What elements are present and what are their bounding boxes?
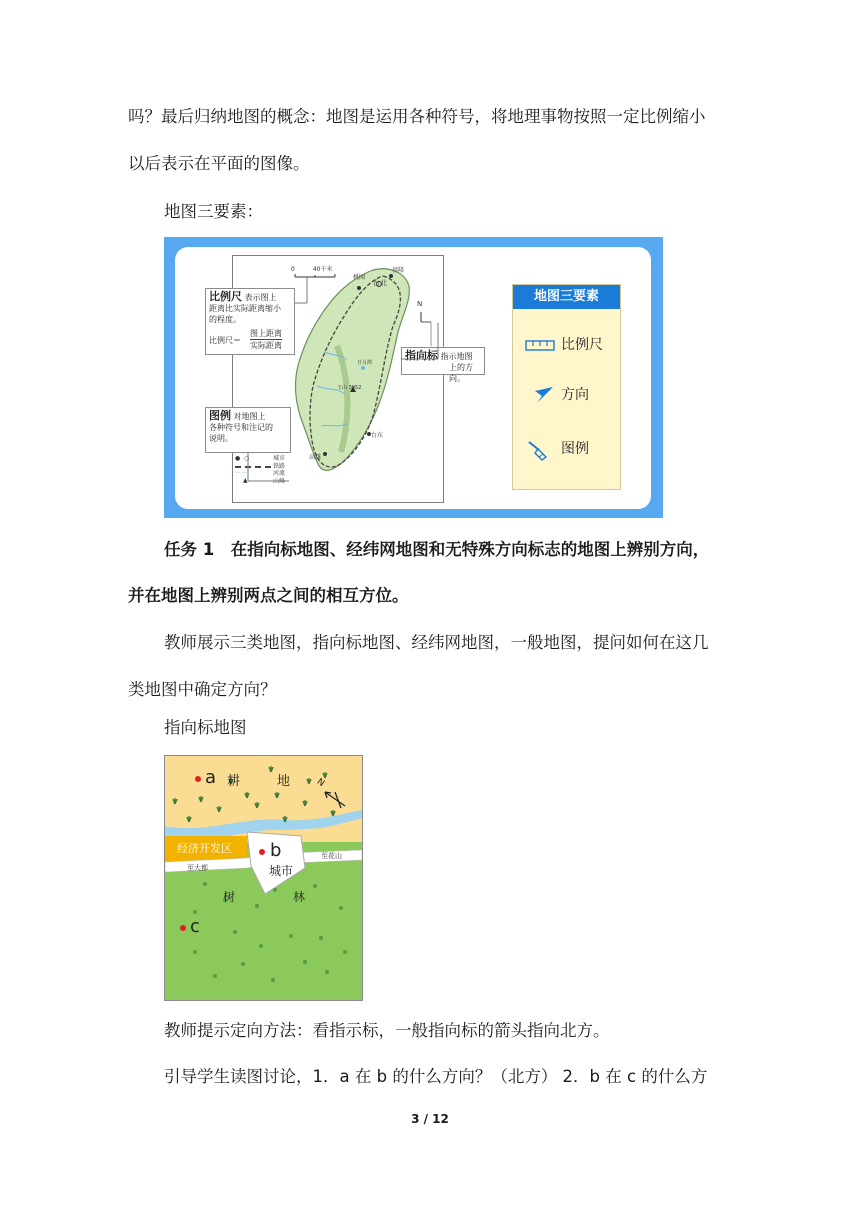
page-number: 3 / 12 (411, 1112, 449, 1126)
paragraph-line: 以后表示在平面的图像。 (128, 154, 310, 173)
legend-symbol-city-icon: ● ○ (235, 455, 250, 462)
legend-item-label: 城市 (273, 455, 286, 462)
paragraph-line: 指向标地图 (164, 718, 247, 737)
forest-char: 树 (223, 890, 236, 904)
north-letter: N (417, 300, 423, 308)
direction-arrow-icon (525, 385, 557, 405)
elements-panel (512, 284, 621, 490)
city-label: 城市 (269, 864, 294, 878)
place-name: 玉山 3952 (337, 385, 362, 391)
callout-desc: 指示地图 (440, 352, 473, 361)
callout-title: 指向标 (405, 349, 438, 362)
farmland-char: 地 (277, 774, 291, 789)
panel-item-label: 图例 (561, 441, 589, 457)
point-c-label: c (190, 916, 200, 937)
map-background (165, 756, 362, 1000)
formula-numerator: 图上距离 (250, 329, 282, 338)
legend-symbol-peak-icon: ▲ (243, 477, 248, 484)
panel-item-direction (525, 383, 620, 407)
point-a-label: a (205, 767, 217, 788)
place-name: 日月潭 (357, 360, 373, 366)
point-c-marker (180, 925, 186, 931)
paragraph-line: 类地图中确定方向？ (128, 680, 277, 699)
point-b-label: b (270, 840, 282, 861)
callout-desc: 的程度。 (209, 315, 241, 324)
paragraph-line: 地图三要素： (164, 202, 263, 221)
legend-item-label: 铁路 (273, 462, 286, 470)
north-letter: N (314, 776, 326, 790)
paragraph-line: 吗？最后归纳地图的概念：地图是运用各种符号，将地理事物按照一定比例缩小 (128, 107, 706, 126)
callout-desc: 上的方向。 (449, 363, 473, 383)
task-heading-line: 任务 1 在指向标地图、经纬网地图和无特殊方向标志的地图上辨别方向， (164, 540, 710, 559)
task-heading-line: 并在地图上辨别两点之间的相互方位。 (128, 586, 409, 605)
callout-desc: 各种符号和注记的 (209, 423, 273, 432)
formula-denominator: 实际距离 (250, 341, 282, 350)
legend-item-label: 河流 (273, 470, 286, 477)
road-label: 至花山 (321, 852, 342, 860)
paragraph-line: 教师展示三类地图，指向标地图、经纬网地图，一般地图，提问如何在这几 (164, 633, 709, 652)
place-name: 台东 (371, 432, 384, 439)
point-a-marker (195, 776, 201, 782)
panel-item-label: 方向 (561, 387, 589, 403)
scale-bar-label: 0 40千米 (291, 266, 333, 273)
paragraph-line: 教师提示定向方法：看指示标，一般指向标的箭头指向北方。 (164, 1021, 610, 1040)
ruler-icon (525, 335, 557, 353)
legend-item-label: 山峰 (273, 477, 286, 485)
panel-item-scale (525, 333, 620, 357)
callout-desc: 说明。 (209, 434, 233, 443)
callout-desc: 距离比实际距离缩小 (209, 304, 281, 313)
callout-desc: 表示图上 (244, 293, 277, 302)
brush-icon (525, 439, 557, 461)
legend-symbol-river-icon: ～～ (235, 470, 248, 477)
callout-desc: 对地图上 (233, 412, 266, 421)
forest-char: 林 (293, 890, 306, 904)
panel-title: 地图三要素 (513, 285, 620, 309)
road-label: 至大都 (187, 864, 208, 872)
panel-item-legend (525, 437, 620, 461)
figure-panel (175, 247, 651, 509)
direction-arrow-map (164, 755, 363, 1001)
place-name: 台北 (373, 279, 387, 287)
callout-title: 图例 (209, 409, 231, 422)
place-name: 桃园 (353, 274, 366, 281)
farmland-char: 耕 (227, 774, 241, 789)
dev-zone-label: 经济开发区 (177, 842, 232, 855)
place-name: 基隆 (392, 267, 405, 274)
map-elements-figure (164, 237, 663, 518)
formula-left: 比例尺＝ (209, 336, 241, 345)
point-b-marker (259, 849, 265, 855)
callout-title: 比例尺 (209, 290, 242, 303)
place-name: 高雄 (309, 454, 322, 461)
panel-item-label: 比例尺 (561, 337, 603, 353)
paragraph-line: 引导学生读图讨论，1．a 在 b 的什么方向？（北方） 2．b 在 c 的什么方 (164, 1067, 708, 1086)
